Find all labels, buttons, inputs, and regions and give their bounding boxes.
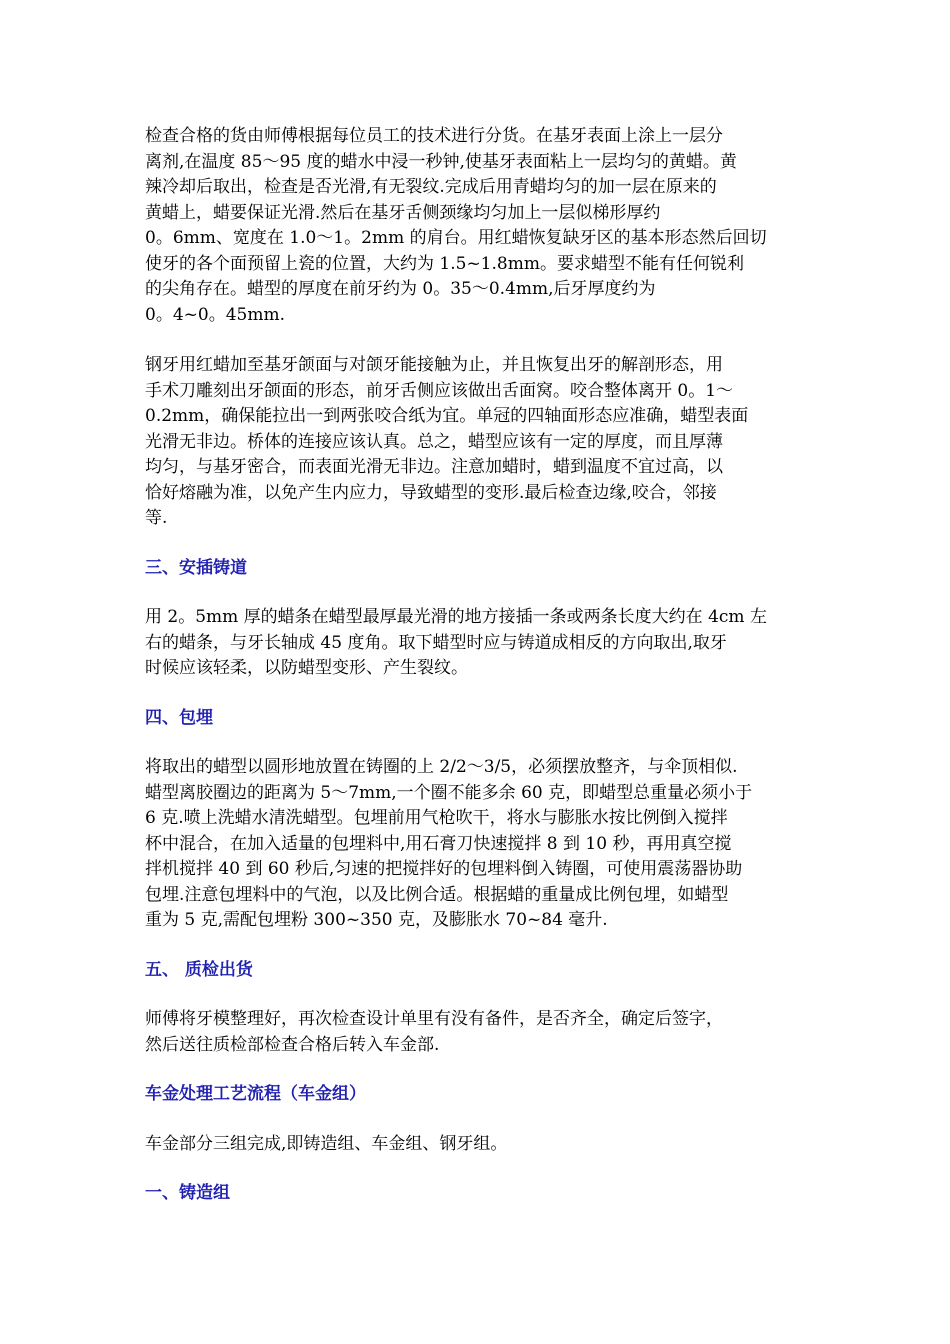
section-heading-qc-shipping: 五、 质检出货: [145, 959, 253, 980]
document-page: [145, 124, 810, 1207]
text-line: 均匀，与基牙密合，而表面光滑无非边。注意加蜡时，蜡到温度不宜过高，以: [145, 457, 723, 477]
text-line: 包埋.注意包埋料中的气泡，以及比例合适。根据蜡的重量成比例包埋，如蜡型: [145, 884, 729, 905]
text-line: 蜡型离胶圈边的距离为 5～7mm,一个圈不能多余 60 克，即蜡型总重量必须小于: [145, 782, 753, 803]
text-line: 将取出的蜡型以圆形地放置在铸圈的上 2/2～3/5，必须摆放整齐，与伞顶相似.: [145, 757, 738, 777]
text-line: 离剂,在温度 85～95 度的蜡水中浸一秒钟,使基牙表面粘上一层均匀的黄蜡。黄: [145, 151, 737, 172]
paragraph-spacer: [145, 1108, 810, 1132]
section-heading-sprue: 三、安插铸道: [145, 557, 247, 578]
text-line: 0.2mm，确保能拉出一到两张咬合纸为宜。单冠的四轴面形态应准确，蜡型表面: [145, 406, 749, 426]
text-line: 的尖角存在。蜡型的厚度在前牙约为 0。35～0.4mm,后牙厚度约为: [145, 279, 656, 299]
section-heading-casting-group: 一、铸造组: [145, 1183, 230, 1203]
paragraph-spacer: [145, 532, 810, 556]
text-line: 手术刀雕刻出牙颌面的形态，前牙舌侧应该做出舌面窝。咬合整体离开 0。1～: [145, 380, 734, 401]
paragraph-metal-groups: [145, 1132, 810, 1158]
text-line: 钢牙用红蜡加至基牙颌面与对颌牙能接触为止，并且恢复出牙的解剖形态，用: [145, 355, 723, 375]
paragraph-sprue: [145, 605, 810, 682]
paragraph-wax-pattern: [145, 124, 810, 328]
text-line: 光滑无非边。桥体的连接应该认真。总之，蜡型应该有一定的厚度，而且厚薄: [145, 431, 723, 452]
text-line: 拌机搅拌 40 到 60 秒后,匀速的把搅拌好的包埋料倒入铸圈，可使用震荡器协助: [145, 859, 743, 879]
text-line: 0。6mm、宽度在 1.0～1。2mm 的肩台。用红蜡恢复缺牙区的基本形态然后回切: [145, 228, 767, 248]
paragraph-qc-shipping: [145, 1007, 810, 1058]
paragraph-steel-tooth: [145, 353, 810, 532]
text-line: 时候应该轻柔，以防蜡型变形、产生裂纹。: [145, 658, 468, 678]
text-line: 然后送往质检部检查合格后转入车金部.: [145, 1034, 440, 1055]
paragraph-spacer: [145, 1058, 810, 1082]
section-heading-metal-process: 车金处理工艺流程（车金组）: [145, 1084, 366, 1104]
section-heading-investment: 四、包埋: [145, 707, 213, 728]
text-line: 杯中混合，在加入适量的包埋料中,用石膏刀快速搅拌 8 到 10 秒，再用真空搅: [145, 833, 732, 854]
text-line: 黄蜡上，蜡要保证光滑.然后在基牙舌侧颈缘均匀加上一层似梯形厚约: [145, 202, 661, 223]
paragraph-spacer: [145, 983, 810, 1007]
paragraph-spacer: [145, 581, 810, 605]
text-line: 6 克.喷上洗蜡水清洗蜡型。包埋前用气枪吹干，将水与膨胀水按比例倒入搅拌: [145, 808, 728, 828]
text-line: 使牙的各个面预留上瓷的位置，大约为 1.5~1.8mm。要求蜡型不能有任何锐利: [145, 253, 744, 274]
text-line: 辣冷却后取出，检查是否光滑,有无裂纹.完成后用青蜡均匀的加一层在原来的: [145, 177, 717, 197]
text-line: 0。4~0。45mm.: [145, 304, 285, 325]
text-line: 检查合格的货由师傅根据每位员工的技术进行分货。在基牙表面上涂上一层分: [145, 126, 723, 146]
paragraph-investment: [145, 755, 810, 934]
text-line: 师傅将牙模整理好，再次检查设计单里有没有备件，是否齐全，确定后签字，: [145, 1009, 723, 1029]
text-line: 恰好熔融为准，以免产生内应力，导致蜡型的变形.最后检查边缘,咬合，邻接: [145, 482, 717, 503]
paragraph-spacer: [145, 1157, 810, 1181]
text-line: 车金部分三组完成,即铸造组、车金组、钢牙组。: [145, 1133, 508, 1154]
text-line: 用 2。5mm 厚的蜡条在蜡型最厚最光滑的地方接插一条或两条长度大约在 4cm 左: [145, 607, 767, 627]
text-line: 右的蜡条，与牙长轴成 45 度角。取下蜡型时应与铸道成相反的方向取出,取牙: [145, 632, 727, 653]
text-line: 等.: [145, 508, 168, 528]
text-line: 重为 5 克,需配包埋粉 300~350 克，及膨胀水 70~84 毫升.: [145, 910, 608, 930]
paragraph-spacer: [145, 731, 810, 755]
paragraph-spacer: [145, 328, 810, 353]
paragraph-spacer: [145, 934, 810, 958]
paragraph-spacer: [145, 682, 810, 706]
